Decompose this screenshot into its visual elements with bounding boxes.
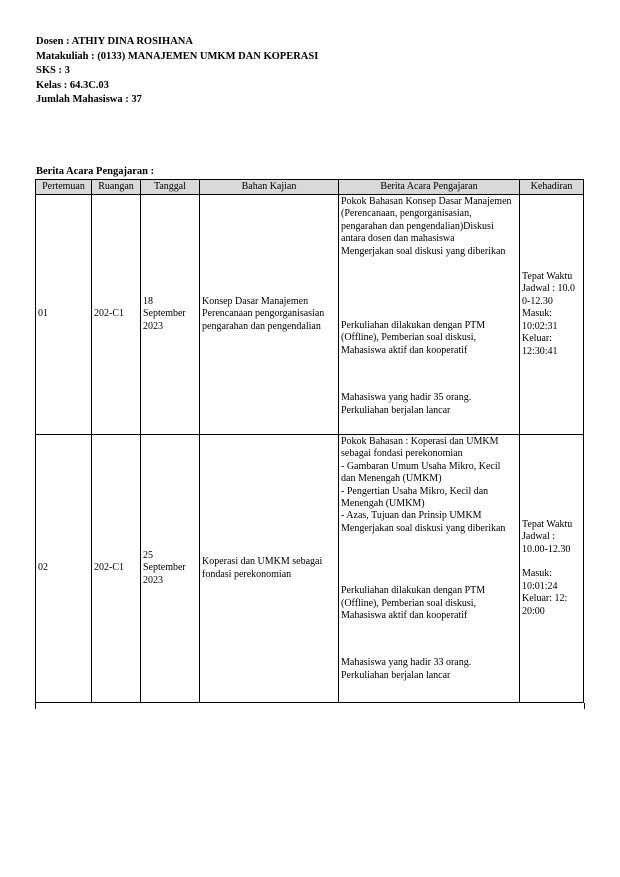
kehadiran-keluar: Keluar: 12:30:41 [522,333,558,357]
berita-paragraph: Mengerjakan soal diskusi yang diberikan [341,522,506,534]
matakuliah-line: Matakuliah : (0133) MANAJEMEN UMKM DAN KOPERASI [36,50,319,62]
kehadiran-masuk: Masuk: 10:01:24 [522,568,558,592]
jumlah-mahasiswa-line: Jumlah Mahasiswa : 37 [36,94,142,105]
document-header [36,35,318,108]
kehadiran-status: Tepat Waktu [522,519,573,531]
cell-berita-acara [339,195,520,435]
berita-paragraph: Mahasiswa yang hadir 33 orang. Perkuliahan berjalan lancar [341,657,472,681]
kehadiran-jadwal: Jadwal : 10.0 0-12.30 [522,283,576,307]
col-header-bahan-kajian: Bahan Kajian [200,180,339,195]
berita-paragraph: - Gambaran Umum Usaha Mikro, Kecil dan Menengah (UMKM) [341,460,501,485]
cell-tanggal: 18 September 2023 [141,195,200,435]
kehadiran-status: Tepat Waktu [522,271,573,283]
berita-paragraph: - Azas, Tujuan dan Prinsip UMKM [341,510,482,522]
berita-paragraph: Pokok Bahasan : Koperasi dan UMKM sebagai fondasi perekonomian [341,436,499,460]
dosen-line: Dosen : ATHIY DINA ROSIHANA [36,36,193,47]
cell-bahan-kajian: Koperasi dan UMKM sebagai fondasi perekonomian [200,435,339,703]
col-header-kehadiran: Kehadiran [520,180,584,195]
berita-paragraph: Perkuliahan dilakukan dengan PTM (Offline), Pemberian soal diskusi, Mahasiswa aktif dan kooperatif [341,320,486,356]
cell-kehadiran [520,195,584,435]
col-header-tanggal: Tanggal [141,180,200,195]
berita-paragraph: Pokok Bahasan Konsep Dasar Manajemen (Perencanaan, pengorganisasian, pengarahan dan pengendalian)Diskusi antara dosen dan mahasiswa [341,196,512,245]
kelas-line: Kelas : 64.3C.03 [36,79,109,91]
berita-paragraph: Mahasiswa yang hadir 35 orang. Perkuliahan berjalan lancar [341,392,472,416]
cell-berita-acara [339,435,520,703]
cell-tanggal: 25 September 2023 [141,435,200,703]
cell-pertemuan: 01 [36,195,92,435]
berita-acara-table [35,179,584,703]
table-header-row [36,180,584,195]
col-header-berita-acara: Berita Acara Pengajaran [339,180,520,195]
sks-line: SKS : 3 [36,65,70,76]
berita-paragraph: Perkuliahan dilakukan dengan PTM (Offline), Pemberian soal diskusi, Mahasiswa aktif dan kooperatif [341,585,486,622]
table-continuation [35,703,585,709]
cell-ruangan: 202-C1 [92,195,141,435]
cell-kehadiran [520,435,584,703]
cell-pertemuan: 02 [36,435,92,703]
kehadiran-jadwal: Jadwal : 10.00-12.30 [522,531,571,555]
berita-paragraph: Mengerjakan soal diskusi yang diberikan [341,245,506,257]
berita-paragraph: - Pengertian Usaha Mikro, Kecil dan Menengah (UMKM) [341,485,489,510]
cell-bahan-kajian: Konsep Dasar Manajemen Perencanaan pengorganisasian pengarahan dan pengendalian [200,195,339,435]
kehadiran-keluar: Keluar: 12: 20:00 [522,593,568,617]
section-title: Berita Acara Pengajaran : [36,166,155,177]
col-header-pertemuan: Pertemuan [36,180,92,195]
cell-ruangan: 202-C1 [92,435,141,703]
table-row [36,195,584,435]
table-row [36,435,584,703]
col-header-ruangan: Ruangan [92,180,141,195]
kehadiran-masuk: Masuk: 10:02:31 [522,308,558,332]
